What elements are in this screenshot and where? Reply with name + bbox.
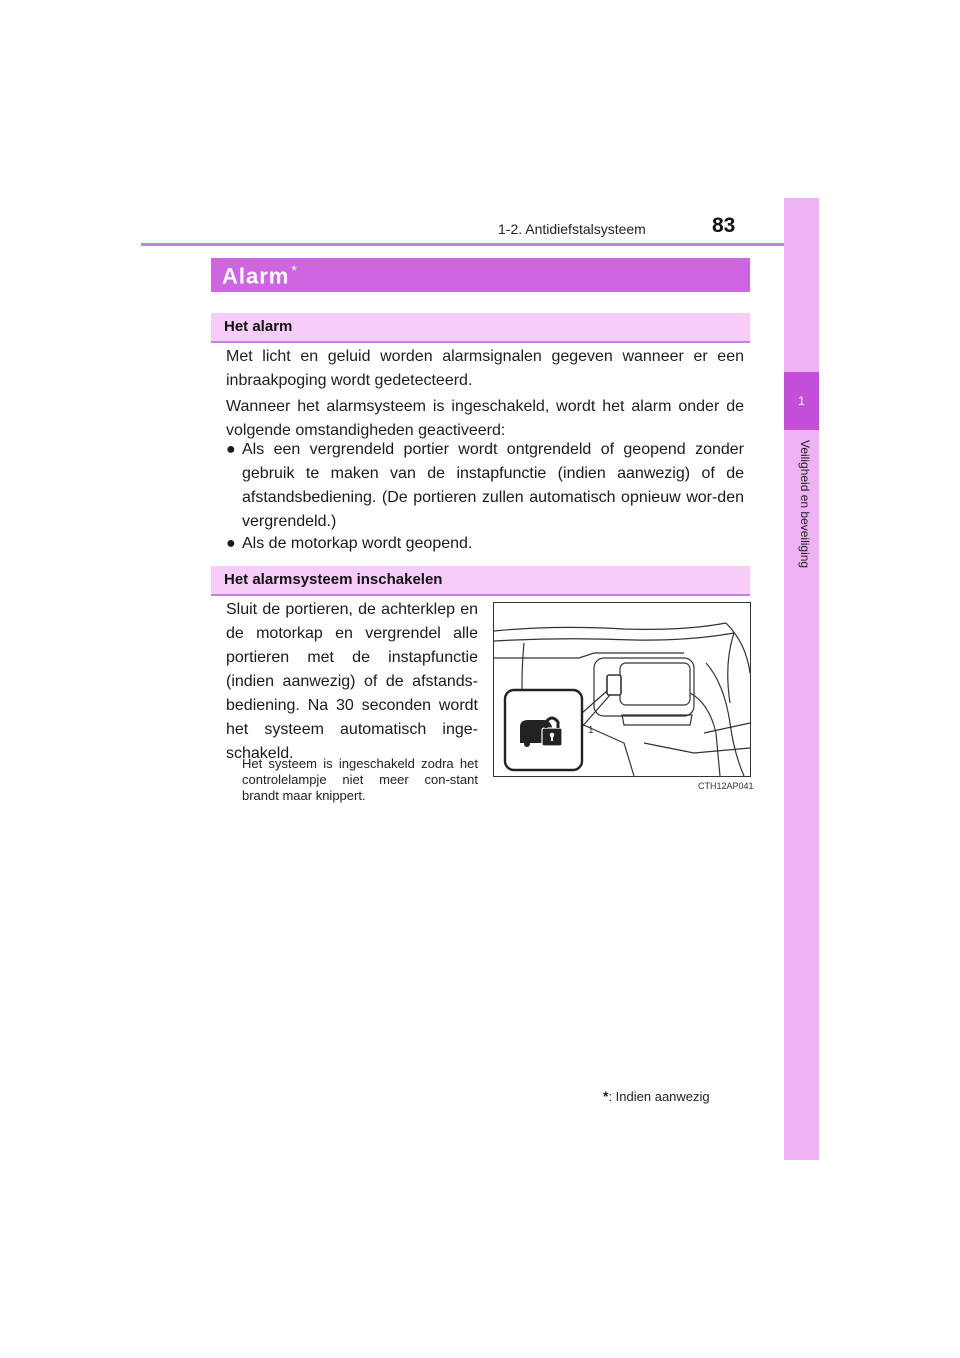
svg-text:1: 1 [588, 725, 594, 736]
paragraph-alarm-conditions: Wanneer het alarmsysteem is ingeschakeld, wordt het alarm onder de volgende omstandigheden geactiveerd: [226, 398, 744, 439]
note-indicator: Het systeem is ingeschakeld zodra het controlelampje niet meer con-stant brandt maar knippert. [242, 756, 478, 803]
subheading-arming: Het alarmsysteem inschakelen [224, 571, 443, 588]
bullet-item: Als de motorkap wordt geopend. [242, 535, 473, 552]
chapter-number: 1 [784, 372, 819, 430]
footnote [603, 1088, 710, 1104]
bullet-icon: ● [226, 441, 236, 458]
page-number: 83 [712, 214, 736, 237]
dashboard-drawing [494, 603, 750, 776]
header-rule [141, 243, 819, 246]
bullet-item: Als een vergrendeld portier wordt ontgrendeld of geopend zonder gebruik te maken van de instapfunctie (indien aanwezig) of de afstandsbediening. (De portieren zullen automatisch opnieuw wor-den vergrendeld.) [242, 441, 744, 530]
paragraph-arming: Sluit de portieren, de achterklep en de motorkap en vergrendel alle portieren met de instapfunctie (indien aanwezig) of de afstands-bediening. Na 30 seconden wordt het systeem automatisch inge-schakeld. [226, 601, 478, 762]
chapter-side-tab [784, 198, 819, 1160]
footnote-text: : Indien aanwezig [608, 1089, 710, 1104]
availability-marker: * [291, 262, 298, 278]
figure-code: CTH12AP041 [698, 781, 754, 791]
paragraph-alarm-intro: Met licht en geluid worden alarmsignalen gegeven wanneer er een inbraakpoging wordt gedetecteerd. [226, 348, 744, 389]
running-header-section: 1-2. Antidiefstalsysteem [498, 221, 646, 237]
bullet-icon: ● [226, 535, 236, 552]
subheading-alarm: Het alarm [224, 318, 293, 335]
page-title [222, 262, 298, 289]
page-title-text: Alarm [222, 263, 290, 289]
dashboard-illustration [493, 602, 751, 777]
chapter-title: Veiligheid en beveiliging [798, 440, 812, 569]
footnote-marker: * [603, 1088, 609, 1104]
indicator-lamp [607, 675, 621, 695]
